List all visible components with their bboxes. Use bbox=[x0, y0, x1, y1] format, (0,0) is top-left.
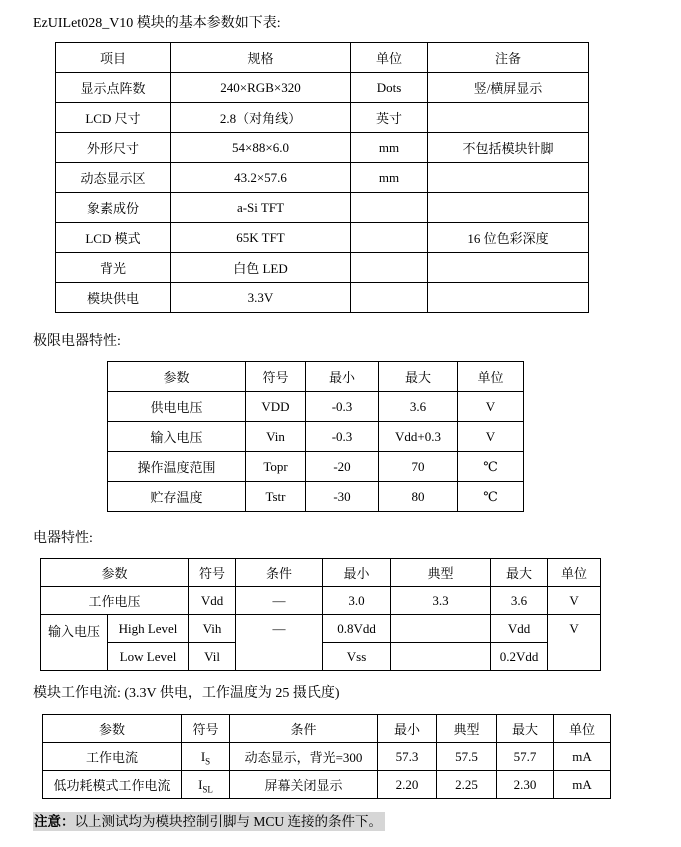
table-cell: -30 bbox=[306, 482, 379, 512]
table-cell: 2.30 bbox=[497, 771, 554, 799]
table-cell: 低功耗模式工作电流 bbox=[43, 771, 182, 799]
column-header: 条件 bbox=[230, 715, 378, 743]
table-cell: Topr bbox=[246, 452, 306, 482]
table-cell: 工作电流 bbox=[43, 743, 182, 771]
table-cell: VDD bbox=[246, 392, 306, 422]
table-cell: Dots bbox=[351, 73, 428, 103]
table-cell: 操作温度范围 bbox=[108, 452, 246, 482]
table-cell bbox=[428, 163, 589, 193]
note-highlight bbox=[33, 812, 385, 831]
table-cell: 屏幕关闭显示 bbox=[230, 771, 378, 799]
table-cell: V bbox=[548, 587, 601, 615]
symbol-base: I bbox=[200, 748, 206, 764]
table-cell: V bbox=[458, 422, 524, 452]
column-header: 符号 bbox=[189, 559, 236, 587]
table-header-row bbox=[43, 715, 611, 743]
page-title: EzUILet028_V10 模块的基本参数如下表: bbox=[33, 16, 281, 31]
column-header: 参数 bbox=[43, 715, 182, 743]
table-cell: 动态显示，背光=300 bbox=[230, 743, 378, 771]
column-header: 典型 bbox=[437, 715, 497, 743]
note-text: 以上测试均为模块控制引脚与 MCU 连接的条件下。 bbox=[74, 814, 383, 829]
table-cell: 2.8（对角线） bbox=[171, 103, 351, 133]
table-cell: 80 bbox=[379, 482, 458, 512]
table-header-row bbox=[41, 559, 601, 587]
table-cell: 65K TFT bbox=[171, 223, 351, 253]
table-cell: — bbox=[236, 615, 323, 671]
table-cell: 0.2Vdd bbox=[491, 643, 548, 671]
table-cell bbox=[391, 615, 491, 643]
table-cell: Low Level bbox=[108, 643, 189, 671]
symbol-subscript: SL bbox=[202, 784, 213, 795]
column-header: 最小 bbox=[306, 362, 379, 392]
electrical-table bbox=[40, 558, 601, 671]
table-row bbox=[56, 163, 589, 193]
table-cell: 不包括模块针脚 bbox=[428, 133, 589, 163]
limit-ratings-table bbox=[107, 361, 524, 512]
column-header: 单位 bbox=[554, 715, 611, 743]
table-cell: Vil bbox=[189, 643, 236, 671]
column-header: 单位 bbox=[458, 362, 524, 392]
table-cell: mm bbox=[351, 133, 428, 163]
table-cell: 竖/横屏显示 bbox=[428, 73, 589, 103]
table-cell: 供电电压 bbox=[108, 392, 246, 422]
table-cell: 240×RGB×320 bbox=[171, 73, 351, 103]
section-title-operating-current: 模块工作电流: (3.3V 供电，工作温度为 25 摄氏度) bbox=[33, 686, 340, 701]
table-row bbox=[108, 422, 524, 452]
section-title-electrical: 电器特性: bbox=[33, 531, 93, 546]
table-cell: -20 bbox=[306, 452, 379, 482]
table-cell bbox=[428, 283, 589, 313]
table-cell bbox=[391, 643, 491, 671]
table-cell: 3.0 bbox=[323, 587, 391, 615]
note-label: 注意： bbox=[34, 814, 75, 829]
table-cell: 16 位色彩深度 bbox=[428, 223, 589, 253]
table-row bbox=[43, 771, 611, 799]
table-cell: Vin bbox=[246, 422, 306, 452]
table-cell: 54×88×6.0 bbox=[171, 133, 351, 163]
table-cell bbox=[428, 103, 589, 133]
table-cell: 贮存温度 bbox=[108, 482, 246, 512]
column-header: 参数 bbox=[108, 362, 246, 392]
column-header: 最小 bbox=[323, 559, 391, 587]
table-row bbox=[41, 587, 601, 615]
table-cell: 0.8Vdd bbox=[323, 615, 391, 643]
table-cell: 3.3V bbox=[171, 283, 351, 313]
symbol-subscript: S bbox=[205, 756, 211, 767]
column-header: 典型 bbox=[391, 559, 491, 587]
table-cell: 白色 LED bbox=[171, 253, 351, 283]
table-cell: 2.25 bbox=[437, 771, 497, 799]
table-row bbox=[56, 73, 589, 103]
table-row bbox=[108, 452, 524, 482]
column-header: 单位 bbox=[548, 559, 601, 587]
column-header: 项目 bbox=[56, 43, 171, 73]
column-header: 条件 bbox=[236, 559, 323, 587]
table-cell: mm bbox=[351, 163, 428, 193]
table-row bbox=[108, 392, 524, 422]
table-cell bbox=[428, 193, 589, 223]
table-cell: 工作电压 bbox=[41, 587, 189, 615]
table-cell: mA bbox=[554, 743, 611, 771]
table-cell: 3.3 bbox=[391, 587, 491, 615]
table-cell bbox=[428, 253, 589, 283]
column-header: 规格 bbox=[171, 43, 351, 73]
table-cell: ℃ bbox=[458, 452, 524, 482]
table-cell bbox=[351, 193, 428, 223]
table-cell: a-Si TFT bbox=[171, 193, 351, 223]
basic-params-table bbox=[55, 42, 589, 313]
table-cell-symbol bbox=[182, 771, 230, 799]
table-cell bbox=[351, 253, 428, 283]
table-row bbox=[41, 615, 601, 643]
table-row bbox=[56, 223, 589, 253]
column-header: 单位 bbox=[351, 43, 428, 73]
table-cell: 英寸 bbox=[351, 103, 428, 133]
table-cell: Vdd+0.3 bbox=[379, 422, 458, 452]
table-cell: 43.2×57.6 bbox=[171, 163, 351, 193]
table-cell: Tstr bbox=[246, 482, 306, 512]
table-cell: mA bbox=[554, 771, 611, 799]
table-cell: V bbox=[458, 392, 524, 422]
table-cell: 显示点阵数 bbox=[56, 73, 171, 103]
table-row bbox=[56, 103, 589, 133]
table-cell: -0.3 bbox=[306, 392, 379, 422]
table-cell: LCD 尺寸 bbox=[56, 103, 171, 133]
column-header: 最大 bbox=[497, 715, 554, 743]
column-header: 参数 bbox=[41, 559, 189, 587]
table-cell: High Level bbox=[108, 615, 189, 643]
column-header: 最小 bbox=[378, 715, 437, 743]
table-cell: Vih bbox=[189, 615, 236, 643]
symbol-base: I bbox=[198, 776, 203, 792]
column-header: 符号 bbox=[246, 362, 306, 392]
table-cell: — bbox=[236, 587, 323, 615]
table-cell: 2.20 bbox=[378, 771, 437, 799]
table-cell: LCD 模式 bbox=[56, 223, 171, 253]
section-title-limit-ratings: 极限电器特性: bbox=[33, 334, 121, 349]
table-cell: Vdd bbox=[491, 615, 548, 643]
table-row bbox=[56, 253, 589, 283]
table-cell: 57.7 bbox=[497, 743, 554, 771]
table-cell: Vss bbox=[323, 643, 391, 671]
table-cell: ℃ bbox=[458, 482, 524, 512]
column-header: 最大 bbox=[491, 559, 548, 587]
table-cell: 外形尺寸 bbox=[56, 133, 171, 163]
table-cell: 3.6 bbox=[491, 587, 548, 615]
table-cell: 70 bbox=[379, 452, 458, 482]
table-cell: 象素成份 bbox=[56, 193, 171, 223]
operating-current-table bbox=[42, 714, 611, 799]
table-cell: Vdd bbox=[189, 587, 236, 615]
table-cell: 3.6 bbox=[379, 392, 458, 422]
table-row bbox=[56, 193, 589, 223]
column-header: 符号 bbox=[182, 715, 230, 743]
column-header: 最大 bbox=[379, 362, 458, 392]
table-cell: V bbox=[548, 615, 601, 671]
table-cell: 输入电压 bbox=[41, 615, 108, 671]
table-cell-symbol bbox=[182, 743, 230, 771]
table-cell: 动态显示区 bbox=[56, 163, 171, 193]
table-header-row bbox=[56, 43, 589, 73]
table-cell: 背光 bbox=[56, 253, 171, 283]
table-row bbox=[56, 283, 589, 313]
column-header: 注备 bbox=[428, 43, 589, 73]
table-row bbox=[43, 743, 611, 771]
table-cell: 57.5 bbox=[437, 743, 497, 771]
table-header-row bbox=[108, 362, 524, 392]
table-cell: -0.3 bbox=[306, 422, 379, 452]
table-row bbox=[108, 482, 524, 512]
table-cell bbox=[351, 223, 428, 253]
footer-note bbox=[33, 810, 681, 830]
table-row bbox=[56, 133, 589, 163]
table-cell: 输入电压 bbox=[108, 422, 246, 452]
table-cell: 57.3 bbox=[378, 743, 437, 771]
table-cell bbox=[351, 283, 428, 313]
table-cell: 模块供电 bbox=[56, 283, 171, 313]
